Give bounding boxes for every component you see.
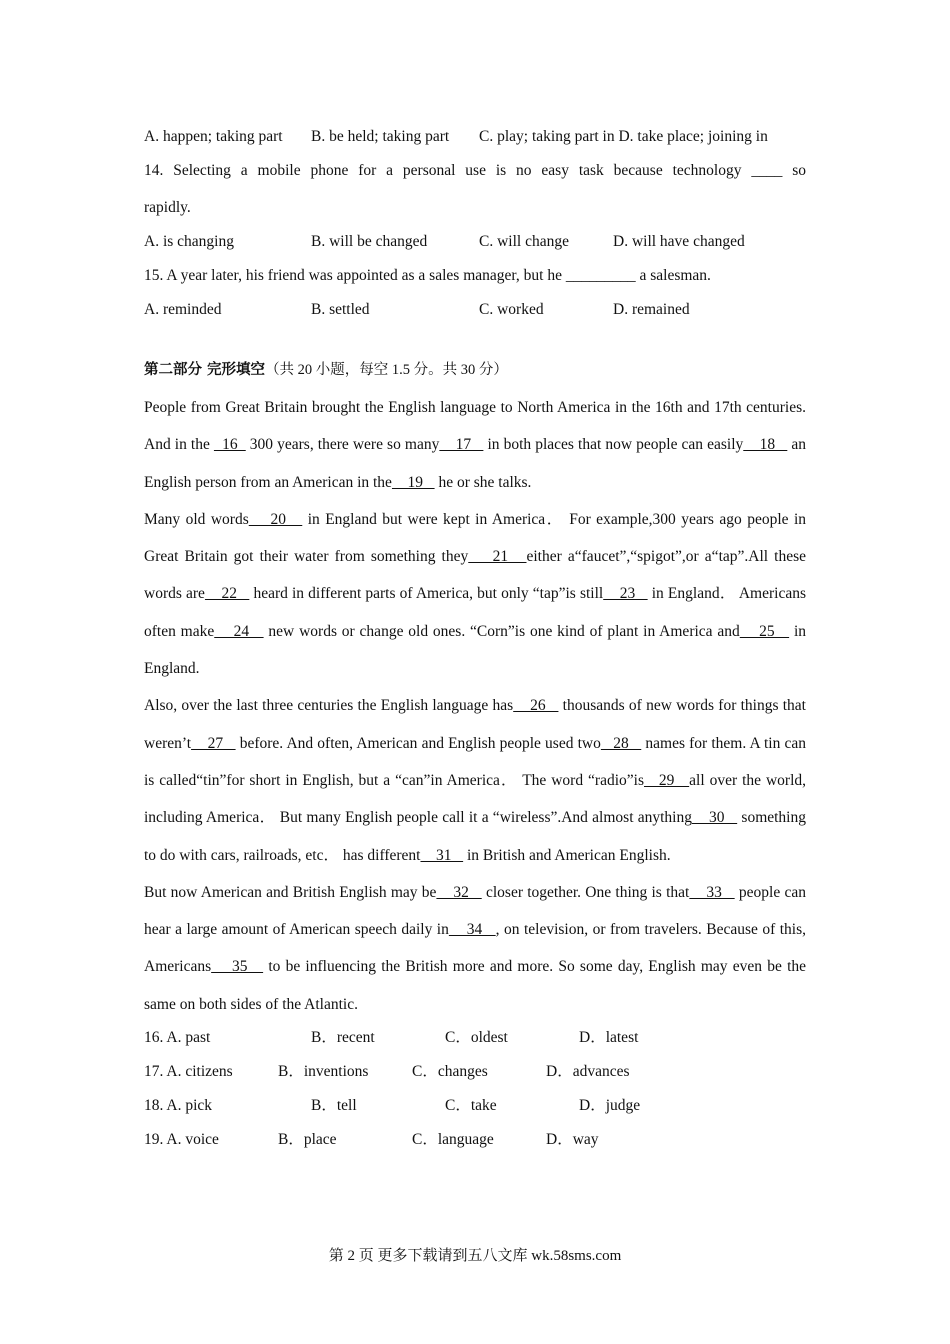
passage-text: to be influencing the British more and more. So some day, English may even be the same on both sides of the Atlantic. [144,958,807,1013]
choice-row [144,1091,806,1125]
passage-text: in British and American English. [463,846,671,864]
cloze-blank: 28 [600,734,642,752]
q13-option-b: B. be held; taking part [311,128,450,145]
q13-option-a: A. happen; taking part [144,128,283,145]
passage-text: People from Great Britain brought the English language to North America in the 16th and 17th centuries. And in the [144,399,806,454]
page-footer: 第 2 页 更多下载请到五八文库 wk.58sms.com [328,1248,622,1264]
choice-a: 19. A. voice [144,1131,219,1149]
exam-page [144,122,806,1159]
choice-b: B．inventions [278,1063,369,1081]
passage-text: an English person from an American in the [144,436,807,491]
passage-paragraph-3 [144,687,806,873]
section-title: 第二部分 完形填空 [144,362,266,378]
choice-d: D．latest [579,1029,639,1047]
choice-b: B．place [278,1131,337,1149]
q14-stem: 14. Selecting a mobile phone for a personal use is no easy task because technology ____ so [144,162,806,179]
choice-c: C．oldest [445,1029,508,1047]
choice-d: D．advances [546,1063,630,1081]
q14-option-a: A. is changing [144,233,234,250]
q15-option-c: C. worked [479,301,544,318]
cloze-blank: 35 [211,958,264,976]
q15-option-a: A. reminded [144,301,222,318]
passage-paragraph-4 [144,874,806,1023]
cloze-blank: 18 [743,436,788,454]
passage-text: heard in different parts of America, but only “tap”is still [249,585,604,603]
q14-option-d: D. will have changed [613,233,745,250]
passage-text: But now American and British English may be [144,883,437,901]
section-subtitle: （共 20 小题，每空 1.5 分。共 30 分） [265,362,508,378]
cloze-blank: 26 [513,697,559,715]
choice-d: D．way [546,1131,599,1149]
passage-text: closer together. One thing is that [481,883,690,901]
cloze-blank: 23 [603,585,648,603]
passage-text: before. And often, American and English people used two [235,734,601,752]
choice-row [144,1023,806,1057]
passage-text: Also, over the last three centuries the English language has [144,697,514,715]
q15-stem: 15. A year later, his friend was appointed as a sales manager, but he _________ a salesman. [144,267,711,284]
choice-a: 16. A. past [144,1029,211,1047]
choice-c: C．language [412,1131,494,1149]
q14-options [144,227,806,261]
passage-text: in England． Americans often make [144,585,807,640]
passage-text: new words or change old ones. “Corn”is one kind of plant in America and [263,622,740,640]
cloze-blank: 19 [391,473,435,491]
cloze-blank: 29 [643,771,690,789]
cloze-blank: 17 [439,436,484,454]
passage-text: , on television, or from travelers. Because of this, Americans [144,921,807,976]
passage-text: all over the world, including America． But many English people call it a “wireless”.And almost anything [144,771,806,827]
cloze-blank: 30 [691,809,738,827]
choice-a: 17. A. citizens [144,1063,233,1081]
passage-text: names for them. A tin can is called“tin”for short in English, but a “can”in America． The word “radio”is [144,734,807,789]
choice-row [144,1125,806,1159]
cloze-blank: 20 [248,510,303,528]
q15-options [144,295,806,329]
passage-paragraph-1 [144,389,806,501]
q13-options [144,122,806,156]
passage-text: in both places that now people can easily [483,436,744,454]
passage-text: thousands of new words for things that weren’t [144,697,806,752]
cloze-blank: 16 [213,436,246,454]
cloze-blank: 27 [191,734,236,752]
choice-list [144,1023,806,1159]
choice-b: B．tell [311,1097,357,1115]
passage-text: in England but were kept in America． For example,300 years ago people in Great Britain got their water from something they [144,510,806,566]
passage-text: either a“faucet”,“spigot”,or a“tap”.All these words are [144,548,807,603]
passage-text: people can hear a large amount of American speech daily in [144,883,806,939]
choice-a: 18. A. pick [144,1097,213,1115]
choice-row [144,1057,806,1091]
q13-option-cd: C. play; taking part in D. take place; joining in [479,128,768,145]
passage-text: something to do with cars, railroads, etc． has different [144,809,806,864]
passage-text: Many old words [144,510,249,528]
section-heading [144,355,806,389]
passage-text: 300 years, there were so many [245,436,440,454]
q14-stem-cont: rapidly. [144,199,191,216]
cloze-blank: 31 [420,846,464,864]
cloze-blank: 22 [204,585,250,603]
cloze-blank: 33 [689,883,735,901]
q15-option-d: D. remained [613,301,690,318]
cloze-blank: 24 [214,622,264,640]
q15-option-b: B. settled [311,301,370,318]
choice-c: C．take [445,1097,497,1115]
cloze-blank: 25 [739,622,790,640]
cloze-blank: 21 [468,548,527,566]
passage-text: he or she talks. [434,473,532,491]
choice-c: C．changes [412,1063,488,1081]
q14-option-b: B. will be changed [311,233,428,250]
cloze-blank: 32 [436,883,482,901]
passage-paragraph-2 [144,501,806,687]
choice-b: B．recent [311,1029,375,1047]
passage-text: in England. [144,622,807,678]
cloze-blank: 34 [448,921,496,939]
q14-option-c: C. will change [479,233,569,250]
choice-d: D．judge [579,1097,641,1115]
